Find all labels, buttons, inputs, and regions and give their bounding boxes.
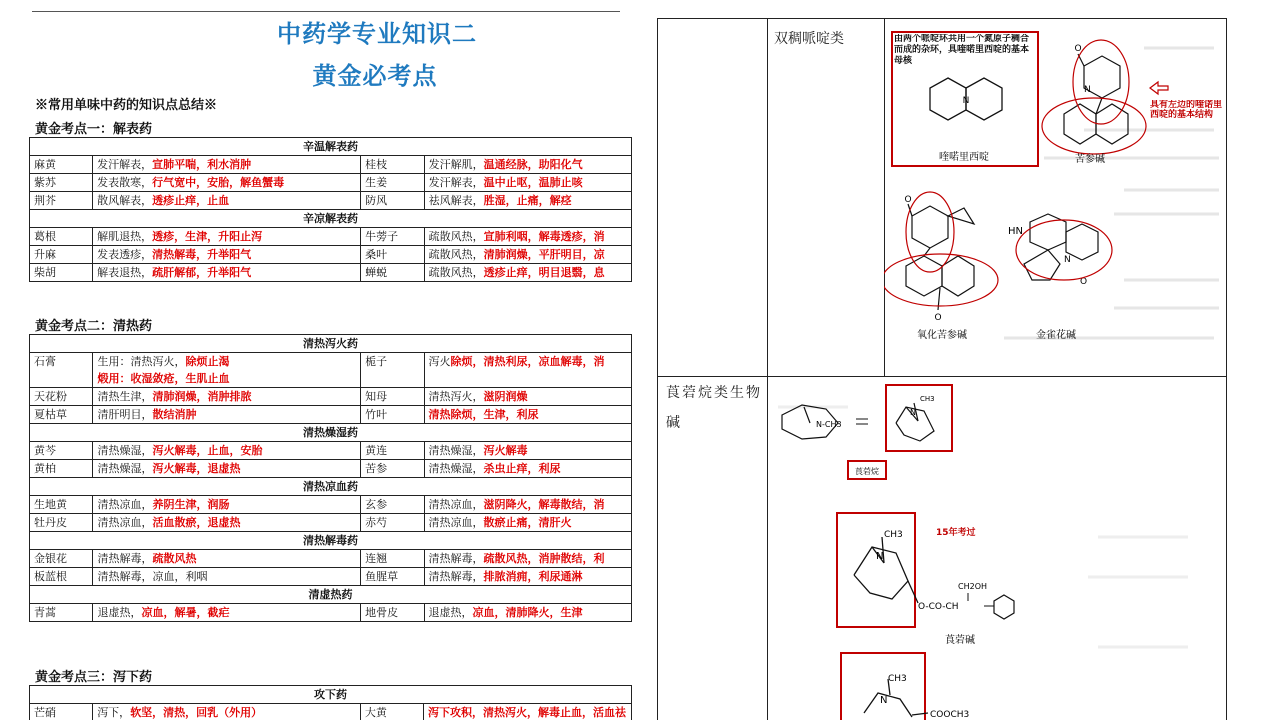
matrine-n: N xyxy=(1084,85,1091,95)
table-row xyxy=(30,550,632,568)
effect-text: 发表透疹， xyxy=(97,248,153,261)
herb-name: 赤芍 xyxy=(365,516,388,529)
table-row xyxy=(30,353,632,388)
effect-highlight: 疏散风热 xyxy=(152,552,197,565)
effect-text: 清热解毒， xyxy=(97,552,153,565)
effect-cell xyxy=(93,353,361,388)
table-row xyxy=(30,246,632,264)
herb-name: 知母 xyxy=(365,390,388,403)
herb-name: 桑叶 xyxy=(365,248,388,261)
effect-text: 退虚热， xyxy=(428,606,473,619)
effect-cell xyxy=(93,550,361,568)
effect-highlight: 清肺润燥，消肿排脓 xyxy=(152,390,252,403)
herb-name-cell xyxy=(361,156,424,174)
effect-text: 祛风解表， xyxy=(428,194,484,207)
effect-cell xyxy=(424,388,631,406)
herb-name: 苦参 xyxy=(365,462,388,475)
effect-highlight: 宣肺平喘，利水消肿 xyxy=(152,158,252,171)
herb-name-cell xyxy=(361,264,424,282)
effect-highlight: 养阴生津，润肠 xyxy=(152,498,230,511)
effect-text: 清热凉血， xyxy=(97,516,153,529)
effect-cell xyxy=(424,406,631,424)
effect-text: 发汗解表， xyxy=(97,158,153,171)
herb-name: 黄柏 xyxy=(34,462,56,475)
herb-name: 生地黄 xyxy=(34,498,67,511)
herb-name: 麻黄 xyxy=(34,158,56,171)
effect-text: 疏散风热， xyxy=(428,266,484,279)
effect-text: 清热燥湿， xyxy=(97,444,153,457)
table-row xyxy=(30,192,632,210)
effect-cell xyxy=(93,264,361,282)
row-label-bipiperidine: 双稠哌啶类 xyxy=(774,31,844,47)
table-row xyxy=(30,406,632,424)
herb-name-cell xyxy=(30,442,93,460)
oxymatrine-o: O xyxy=(904,195,912,205)
herb-table xyxy=(29,334,632,622)
effect-highlight: 清热除烦，生津，利尿 xyxy=(428,408,539,421)
page-title: 中药学专业知识二 xyxy=(277,19,477,48)
effect-highlight: 杀虫止痒，利尿 xyxy=(483,462,561,475)
herb-name-cell xyxy=(30,514,93,532)
herb-name-cell xyxy=(30,704,93,720)
section-heading: 黄金考点二：清热药 xyxy=(35,319,153,334)
herb-table xyxy=(29,137,632,282)
effect-cell xyxy=(93,174,361,192)
effect-cell xyxy=(424,353,631,388)
effect-text: 疏散风热， xyxy=(428,248,484,261)
effect-text: 清热凉血， xyxy=(428,498,484,511)
effect-highlight: 散瘀止痛，清肝火 xyxy=(483,516,572,529)
effect-highlight: 透疹止痒，明目退翳，息 xyxy=(483,266,605,279)
category-row: 辛温解表药 xyxy=(30,138,632,156)
herb-name-cell xyxy=(361,514,424,532)
effect-cell xyxy=(93,568,361,586)
matrine-o: O xyxy=(1074,44,1082,54)
table-row xyxy=(30,460,632,478)
effect-cell xyxy=(93,228,361,246)
hyoscyamine-ch2oh: CH2OH xyxy=(958,582,988,591)
effect-highlight: 凉血，清肺降火，生津 xyxy=(472,606,583,619)
cytisine-o: O xyxy=(1080,277,1088,287)
summary-heading: ※常用单味中药的知识点总结※ xyxy=(35,98,218,113)
herb-name-cell xyxy=(30,192,93,210)
herb-name-cell xyxy=(361,460,424,478)
category-row: 清热解毒药 xyxy=(30,532,632,550)
effect-highlight: 活血散瘀，退虚热 xyxy=(152,516,241,529)
effect-text: 清热生津， xyxy=(97,390,153,403)
effect-cell xyxy=(424,174,631,192)
matrine-quinolizidine-ellipse xyxy=(1042,98,1146,154)
herb-name: 栀子 xyxy=(365,355,388,368)
herb-name: 玄参 xyxy=(365,498,388,511)
herb-name: 升麻 xyxy=(34,248,56,261)
effect-text: 清热燥湿， xyxy=(97,462,153,475)
effect-cell xyxy=(93,496,361,514)
effect-cell xyxy=(424,442,631,460)
effect-text: 发表散寒， xyxy=(97,176,153,189)
effect-text: 解肌退热， xyxy=(97,230,153,243)
hyoscyamine-n: N xyxy=(876,551,884,562)
effect-text: 泻火 xyxy=(428,355,451,368)
effect-cell xyxy=(424,192,631,210)
herb-name: 牡丹皮 xyxy=(34,516,67,529)
effect-text: 清热解毒， xyxy=(428,570,484,583)
second-tropane-structure xyxy=(864,679,928,717)
herb-name: 鱼腥草 xyxy=(365,570,399,583)
herb-name: 桂枝 xyxy=(365,158,388,171)
table-row xyxy=(30,568,632,586)
herb-name: 连翘 xyxy=(365,552,388,565)
herb-table xyxy=(29,685,632,720)
herb-name: 青蒿 xyxy=(34,606,56,619)
herb-name-cell xyxy=(30,174,93,192)
herb-name-cell xyxy=(30,388,93,406)
effect-cell xyxy=(424,264,631,282)
effect-cell xyxy=(93,246,361,264)
herb-name: 大黄 xyxy=(364,706,387,719)
section-heading: 黄金考点三：泻下药 xyxy=(35,670,153,685)
herb-name-cell xyxy=(30,246,93,264)
effect-cell xyxy=(93,704,361,720)
category-row: 清热燥湿药 xyxy=(30,424,632,442)
herb-name-cell xyxy=(361,550,424,568)
faint-background-text xyxy=(778,407,1188,647)
effect-text: 清肝明目， xyxy=(97,408,153,421)
table-border-right xyxy=(1226,18,1227,720)
effect-highlight: 散结消肿 xyxy=(152,408,197,421)
herb-name: 葛根 xyxy=(34,230,56,243)
herb-name: 夏枯草 xyxy=(34,408,67,421)
effect-highlight: 除烦止渴 xyxy=(185,355,230,368)
category-row: 攻下药 xyxy=(30,686,632,704)
effect-highlight: 泻火解毒 xyxy=(483,444,528,457)
effect-text: 清热凉血， xyxy=(97,498,153,511)
effect-highlight: 排脓消痈，利尿通淋 xyxy=(483,570,583,583)
table-row xyxy=(30,264,632,282)
table-row xyxy=(30,388,632,406)
herb-name: 芒硝 xyxy=(34,706,56,719)
herb-name-cell xyxy=(361,442,424,460)
effect-highlight: 泻火解毒，止血，安胎 xyxy=(152,444,263,457)
herb-name: 牛蒡子 xyxy=(365,230,399,243)
left-page xyxy=(0,0,632,720)
effect-highlight: 泻下攻积，清热泻火，解毒止血，活血祛 xyxy=(428,706,627,719)
box-note: 由两个哌啶环共用一个氮原子稠合而成的杂环，具喹喏里西啶的基本母核 xyxy=(894,34,1030,66)
row-label-tropane: 莨菪烷类生物碱 xyxy=(666,385,762,431)
effect-text: 清热凉血， xyxy=(428,516,484,529)
herb-name-cell xyxy=(361,406,424,424)
herb-name-cell xyxy=(30,353,93,388)
effect-highlight: 温通经脉，助阳化气 xyxy=(483,158,583,171)
herb-name: 竹叶 xyxy=(365,408,388,421)
effect-cell xyxy=(93,442,361,460)
effect-highlight: 疏散风热，消肿散结，利 xyxy=(483,552,605,565)
effect-highlight: 软坚，清热，回乳（外用） xyxy=(130,706,263,719)
effect-text: 生用：清热泻火， xyxy=(97,355,186,368)
herb-name: 天花粉 xyxy=(34,390,67,403)
effect-highlight: 泻火解毒，退虚热 xyxy=(152,462,241,475)
table-row xyxy=(30,156,632,174)
effect-text: 清热泻火， xyxy=(428,390,484,403)
effect-highlight: 滋阴降火，解毒散结，消 xyxy=(483,498,605,511)
effect-cell xyxy=(93,388,361,406)
herb-name: 石膏 xyxy=(34,355,56,368)
cytisine-label: 金雀花碱 xyxy=(1036,330,1076,341)
quinolizidine-label: 喹喏里西啶 xyxy=(939,152,989,163)
table-row xyxy=(30,174,632,192)
effect-cell xyxy=(424,568,631,586)
quinolizidine-n: N xyxy=(962,96,970,106)
category-row: 清热泻火药 xyxy=(30,335,632,353)
oxymatrine-quinolizidine-ellipse xyxy=(884,254,998,306)
herb-name-cell xyxy=(30,406,93,424)
category-row: 清虚热药 xyxy=(30,586,632,604)
faint-background-text xyxy=(1004,48,1219,338)
effect-highlight: 煅用：收湿敛疮，生肌止血 xyxy=(97,372,230,385)
herb-name-cell xyxy=(361,353,424,388)
second-tropane-highlight-box xyxy=(841,653,925,720)
tropane-n: N xyxy=(910,408,916,417)
herb-name-cell xyxy=(361,228,424,246)
table-row xyxy=(30,442,632,460)
table-row xyxy=(30,704,632,720)
effect-text: 发汗解表， xyxy=(428,176,484,189)
effect-cell xyxy=(93,406,361,424)
herb-name: 黄连 xyxy=(365,444,388,457)
section-heading: 黄金考点一：解表药 xyxy=(35,122,153,137)
effect-cell xyxy=(93,460,361,478)
effect-cell xyxy=(93,192,361,210)
herb-name-cell xyxy=(361,246,424,264)
right-page xyxy=(652,0,1280,720)
effect-cell xyxy=(424,550,631,568)
effect-highlight: 宣肺利咽，解毒透疹，消 xyxy=(483,230,605,243)
effect-text: 解表退热， xyxy=(97,266,153,279)
table-row xyxy=(30,228,632,246)
cytisine-n: N xyxy=(1064,255,1071,265)
category-row: 辛凉解表药 xyxy=(30,210,632,228)
oxymatrine-label: 氧化苦参碱 xyxy=(917,330,967,341)
herb-name: 蝉蜕 xyxy=(365,266,388,279)
effect-highlight: 除烦，清热利尿，凉血解毒，消 xyxy=(450,355,605,368)
herb-name: 地骨皮 xyxy=(365,606,399,619)
effect-highlight: 胜湿，止痛，解痉 xyxy=(483,194,572,207)
herb-name-cell xyxy=(361,496,424,514)
herb-name: 柴胡 xyxy=(34,266,56,279)
effect-highlight: 疏肝解郁，升举阳气 xyxy=(152,266,252,279)
effect-cell xyxy=(424,704,632,720)
hyoscyamine-tropane xyxy=(854,537,918,603)
herb-name-cell xyxy=(30,460,93,478)
table-row xyxy=(30,496,632,514)
effect-text: 散风解表， xyxy=(97,194,153,207)
herb-name-cell xyxy=(30,496,93,514)
table-row xyxy=(30,604,632,622)
category-row: 清热凉血药 xyxy=(30,478,632,496)
effect-highlight: 清热解毒，升举阳气 xyxy=(152,248,252,261)
effect-text: 疏散风热， xyxy=(428,230,484,243)
herb-name-cell xyxy=(361,388,424,406)
oxymatrine-structure xyxy=(906,204,974,310)
effect-highlight: 温中止呕，温肺止咳 xyxy=(483,176,583,189)
herb-name-cell xyxy=(30,156,93,174)
herb-name-cell xyxy=(30,568,93,586)
hyoscyamine-ester: O-CO-CH xyxy=(918,602,959,612)
table-row xyxy=(30,514,632,532)
effect-cell xyxy=(424,496,631,514)
herb-name: 金银花 xyxy=(34,552,67,565)
left-arrow-icon xyxy=(1150,82,1168,94)
effect-cell xyxy=(424,604,631,622)
table-border-left xyxy=(657,18,658,720)
oxymatrine-o-oxide: O xyxy=(934,313,942,323)
herb-name: 板蓝根 xyxy=(34,570,67,583)
effect-cell xyxy=(424,228,631,246)
second-tropane-n: N xyxy=(880,695,888,706)
effect-cell xyxy=(424,246,631,264)
effect-cell xyxy=(424,460,631,478)
top-rule xyxy=(32,11,620,12)
herb-name-cell xyxy=(361,568,424,586)
herb-name-cell xyxy=(361,174,424,192)
cytisine-hn: HN xyxy=(1008,226,1023,237)
effect-text: 清热解毒，凉血，利咽 xyxy=(97,570,208,583)
effect-highlight: 行气宽中，安胎，解鱼蟹毒 xyxy=(152,176,285,189)
effect-cell xyxy=(93,604,361,622)
page-subtitle: 黄金必考点 xyxy=(312,61,438,90)
herb-name-cell xyxy=(30,228,93,246)
herb-name: 荆芥 xyxy=(34,194,56,207)
tropane-structures-figure xyxy=(768,377,1226,720)
herb-name-cell xyxy=(361,604,424,622)
second-tropane-ch3: CH3 xyxy=(888,674,907,684)
tropane-label: 莨菪烷 xyxy=(855,467,879,476)
hyoscyamine-ch3: CH3 xyxy=(884,530,903,540)
effect-highlight: 透疹，生津，升阳止泻 xyxy=(152,230,263,243)
effect-text: 清热燥湿， xyxy=(428,444,484,457)
herb-name-cell xyxy=(30,604,93,622)
effect-cell xyxy=(424,156,631,174)
effect-text: 发汗解肌， xyxy=(428,158,484,171)
matrine-label: 苦参碱 xyxy=(1075,154,1105,165)
hyoscyamine-label: 莨菪碱 xyxy=(945,635,975,646)
effect-highlight: 透疹止痒，止血 xyxy=(152,194,230,207)
tropane-ch3: CH3 xyxy=(920,395,935,403)
effect-cell xyxy=(93,156,361,174)
effect-text: 泻下， xyxy=(97,706,131,719)
effect-highlight: 清肺润燥，平肝明目，凉 xyxy=(483,248,605,261)
bipiperidine-structures-figure xyxy=(884,18,1226,376)
herb-name-cell xyxy=(361,192,424,210)
herb-name: 防风 xyxy=(365,194,388,207)
effect-text: 清热解毒， xyxy=(428,552,484,565)
second-tropane-cooch3: COOCH3 xyxy=(930,710,970,720)
herb-name: 紫苏 xyxy=(34,176,56,189)
effect-highlight: 滋阴润燥 xyxy=(483,390,528,403)
effect-cell xyxy=(93,514,361,532)
herb-name: 黄芩 xyxy=(34,444,56,457)
side-note: 具有左边的喹诺里西啶的基本结构 xyxy=(1150,100,1222,120)
tropane-nch3: N-CH3 xyxy=(816,420,842,429)
herb-name: 生姜 xyxy=(365,176,388,189)
herb-name-cell xyxy=(360,704,423,720)
effect-cell xyxy=(424,514,631,532)
phenyl-ring xyxy=(994,595,1014,619)
effect-text: 退虚热， xyxy=(97,606,142,619)
herb-name-cell xyxy=(30,550,93,568)
herb-name-cell xyxy=(30,264,93,282)
exam-note: 15年考过 xyxy=(936,528,976,538)
effect-highlight: 凉血，解暑，截疟 xyxy=(141,606,230,619)
effect-text: 清热燥湿， xyxy=(428,462,484,475)
